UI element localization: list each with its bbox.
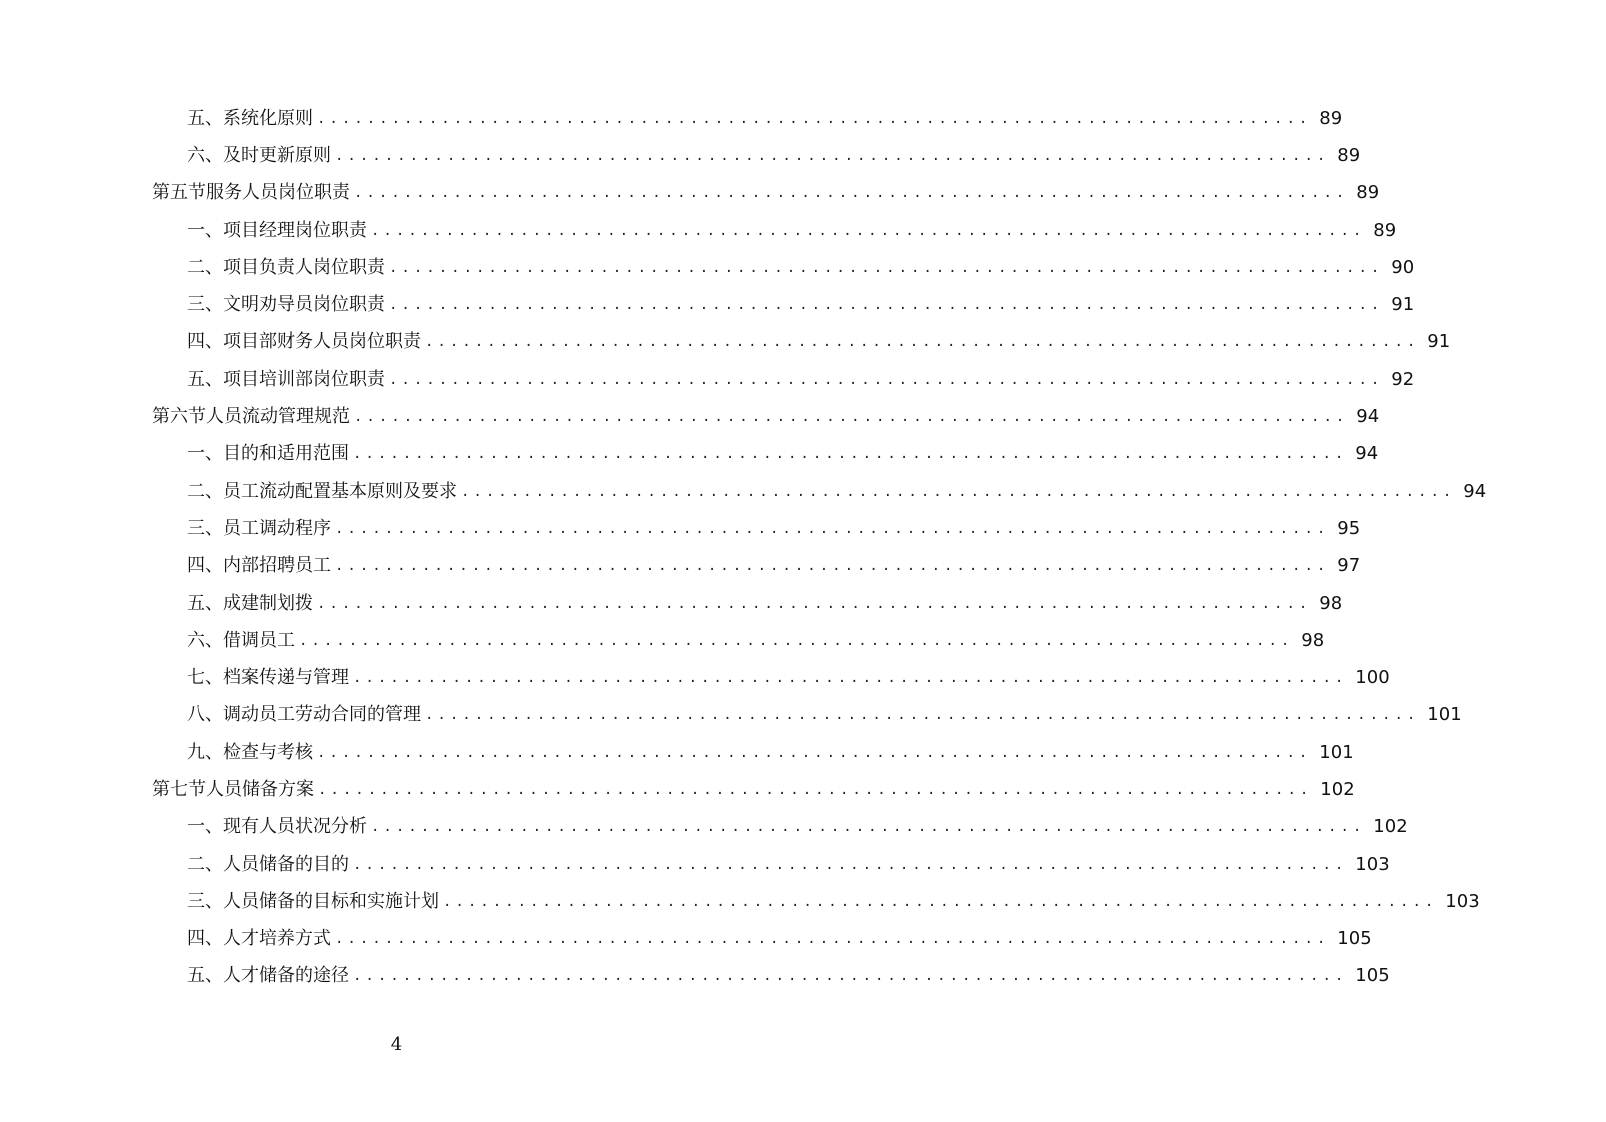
toc-item-entry[interactable] — [0, 958, 1390, 995]
toc-entry-page: 100 — [1355, 667, 1390, 689]
toc-entry-page: 101 — [1427, 704, 1462, 726]
toc-entry-title: 人才储备的途径 — [223, 965, 349, 987]
toc-entry-number: 五、 — [187, 107, 223, 129]
toc-entry-title: 项目负责人岗位职责 — [223, 256, 385, 278]
toc-item-entry[interactable] — [0, 436, 1379, 473]
toc-item-entry[interactable] — [0, 883, 1480, 920]
toc-leader-dots: ................................................................................ — [354, 185, 1349, 202]
toc-entry-number: 四、 — [187, 331, 223, 353]
toc-leader-dots: ................................................................................ — [461, 483, 1456, 500]
toc-entry-title: 档案传递与管理 — [223, 667, 349, 689]
toc-entry-number: 四、 — [187, 928, 223, 950]
toc-entry-page: 91 — [1427, 331, 1451, 353]
toc-entry-title: 及时更新原则 — [223, 144, 331, 166]
toc-entry-page: 97 — [1337, 555, 1361, 577]
toc-entry-title: 项目培训部岗位职责 — [223, 368, 385, 390]
toc-entry-title: 内部招聘员工 — [223, 555, 331, 577]
toc-leader-dots: ................................................................................ — [318, 781, 1313, 798]
toc-entry-title: 项目经理岗位职责 — [223, 219, 367, 241]
toc-entry-number: 六、 — [187, 629, 223, 651]
toc-section-entry[interactable] — [0, 398, 1380, 435]
toc-entry-page: 89 — [1356, 182, 1380, 204]
toc-entry-number: 一、 — [187, 219, 223, 241]
toc-entry-page: 90 — [1391, 256, 1415, 278]
toc-leader-dots: ................................................................................ — [353, 856, 1348, 873]
toc-item-entry[interactable] — [0, 324, 1451, 361]
toc-entry-page: 105 — [1337, 928, 1372, 950]
toc-entry-page: 101 — [1319, 741, 1354, 763]
table-of-contents — [0, 100, 1487, 995]
toc-item-entry[interactable] — [0, 622, 1325, 659]
toc-item-entry[interactable] — [0, 137, 1361, 174]
toc-leader-dots: ................................................................................ — [354, 409, 1349, 426]
toc-entry-page: 103 — [1445, 890, 1480, 912]
toc-item-entry[interactable] — [0, 585, 1343, 622]
toc-leader-dots: ................................................................................ — [335, 147, 1330, 164]
toc-leader-dots: ................................................................................ — [335, 931, 1330, 948]
toc-entry-number: 一、 — [187, 443, 223, 465]
toc-entry-number: 七、 — [187, 667, 223, 689]
toc-entry-title: 检查与考核 — [223, 741, 313, 763]
toc-entry-title: 调动员工劳动合同的管理 — [223, 704, 421, 726]
toc-entry-title: 员工流动配置基本原则及要求 — [223, 480, 457, 502]
toc-leader-dots: ................................................................................ — [335, 558, 1330, 575]
toc-entry-page: 94 — [1356, 406, 1380, 428]
toc-entry-number: 八、 — [187, 704, 223, 726]
toc-item-entry[interactable] — [0, 473, 1487, 510]
toc-entry-page: 92 — [1391, 368, 1415, 390]
toc-leader-dots: ................................................................................ — [299, 632, 1294, 649]
toc-leader-dots: ................................................................................ — [353, 968, 1348, 985]
toc-entry-page: 103 — [1355, 853, 1390, 875]
toc-item-entry[interactable] — [0, 212, 1397, 249]
toc-entry-page: 89 — [1319, 107, 1343, 129]
toc-entry-number: 九、 — [187, 741, 223, 763]
toc-item-entry[interactable] — [0, 734, 1354, 771]
toc-entry-number: 二、 — [187, 853, 223, 875]
toc-leader-dots: ................................................................................ — [389, 259, 1384, 276]
toc-entry-title: 人员储备的目的 — [223, 853, 349, 875]
toc-leader-dots: ................................................................................ — [425, 334, 1420, 351]
toc-entry-title: 目的和适用范围 — [223, 443, 349, 465]
toc-leader-dots: ................................................................................ — [353, 446, 1348, 463]
toc-entry-title: 服务人员岗位职责 — [206, 182, 350, 204]
toc-entry-page: 94 — [1355, 443, 1379, 465]
toc-item-entry[interactable] — [0, 286, 1415, 323]
toc-leader-dots: ................................................................................ — [371, 819, 1366, 836]
toc-entry-title: 文明劝导员岗位职责 — [223, 294, 385, 316]
toc-entry-page: 91 — [1391, 294, 1415, 316]
toc-entry-number: 五、 — [187, 592, 223, 614]
toc-entry-page: 89 — [1337, 144, 1361, 166]
toc-entry-title: 人员储备的目标和实施计划 — [223, 890, 439, 912]
toc-item-entry[interactable] — [0, 659, 1390, 696]
toc-entry-number: 二、 — [187, 256, 223, 278]
toc-section-entry[interactable] — [0, 175, 1380, 212]
toc-entry-page: 98 — [1301, 629, 1325, 651]
toc-leader-dots: ................................................................................ — [353, 670, 1348, 687]
toc-item-entry[interactable] — [0, 921, 1372, 958]
toc-leader-dots: ................................................................................ — [443, 893, 1438, 910]
toc-item-entry[interactable] — [0, 510, 1361, 547]
toc-entry-number: 三、 — [187, 294, 223, 316]
toc-entry-title: 现有人员状况分析 — [223, 816, 367, 838]
toc-entry-page: 102 — [1373, 816, 1408, 838]
toc-entry-page: 102 — [1320, 778, 1355, 800]
toc-entry-number: 三、 — [187, 517, 223, 539]
toc-item-entry[interactable] — [0, 697, 1462, 734]
toc-entry-number: 五、 — [187, 965, 223, 987]
toc-entry-title: 系统化原则 — [223, 107, 313, 129]
toc-entry-title: 项目部财务人员岗位职责 — [223, 331, 421, 353]
toc-item-entry[interactable] — [0, 809, 1408, 846]
toc-entry-number: 第五节 — [152, 182, 206, 204]
toc-entry-title: 人员流动管理规范 — [206, 406, 350, 428]
toc-entry-number: 二、 — [187, 480, 223, 502]
toc-leader-dots: ................................................................................ — [389, 297, 1384, 314]
page-number: 4 — [390, 1034, 403, 1055]
toc-entry-page: 89 — [1373, 219, 1397, 241]
toc-leader-dots: ................................................................................ — [317, 595, 1312, 612]
toc-entry-title: 人员储备方案 — [206, 778, 314, 800]
toc-entry-title: 借调员工 — [223, 629, 295, 651]
toc-entry-number: 第六节 — [152, 406, 206, 428]
toc-entry-page: 105 — [1355, 965, 1390, 987]
toc-section-entry[interactable] — [0, 771, 1355, 808]
toc-entry-number: 第七节 — [152, 778, 206, 800]
toc-entry-title: 员工调动程序 — [223, 517, 331, 539]
toc-entry-number: 四、 — [187, 555, 223, 577]
toc-leader-dots: ................................................................................ — [425, 707, 1420, 724]
toc-entry-number: 六、 — [187, 144, 223, 166]
toc-item-entry[interactable] — [0, 249, 1415, 286]
toc-item-entry[interactable] — [0, 100, 1343, 137]
toc-entry-title: 成建制划拨 — [223, 592, 313, 614]
toc-leader-dots: ................................................................................ — [317, 744, 1312, 761]
toc-entry-page: 94 — [1463, 480, 1487, 502]
toc-entry-title: 人才培养方式 — [223, 928, 331, 950]
toc-item-entry[interactable] — [0, 548, 1361, 585]
toc-leader-dots: ................................................................................ — [389, 371, 1384, 388]
toc-leader-dots: ................................................................................ — [335, 520, 1330, 537]
toc-leader-dots: ................................................................................ — [317, 110, 1312, 127]
toc-entry-page: 95 — [1337, 517, 1361, 539]
toc-entry-page: 98 — [1319, 592, 1343, 614]
toc-item-entry[interactable] — [0, 361, 1415, 398]
toc-entry-number: 三、 — [187, 890, 223, 912]
toc-leader-dots: ................................................................................ — [371, 222, 1366, 239]
toc-entry-number: 一、 — [187, 816, 223, 838]
toc-entry-number: 五、 — [187, 368, 223, 390]
toc-item-entry[interactable] — [0, 846, 1390, 883]
